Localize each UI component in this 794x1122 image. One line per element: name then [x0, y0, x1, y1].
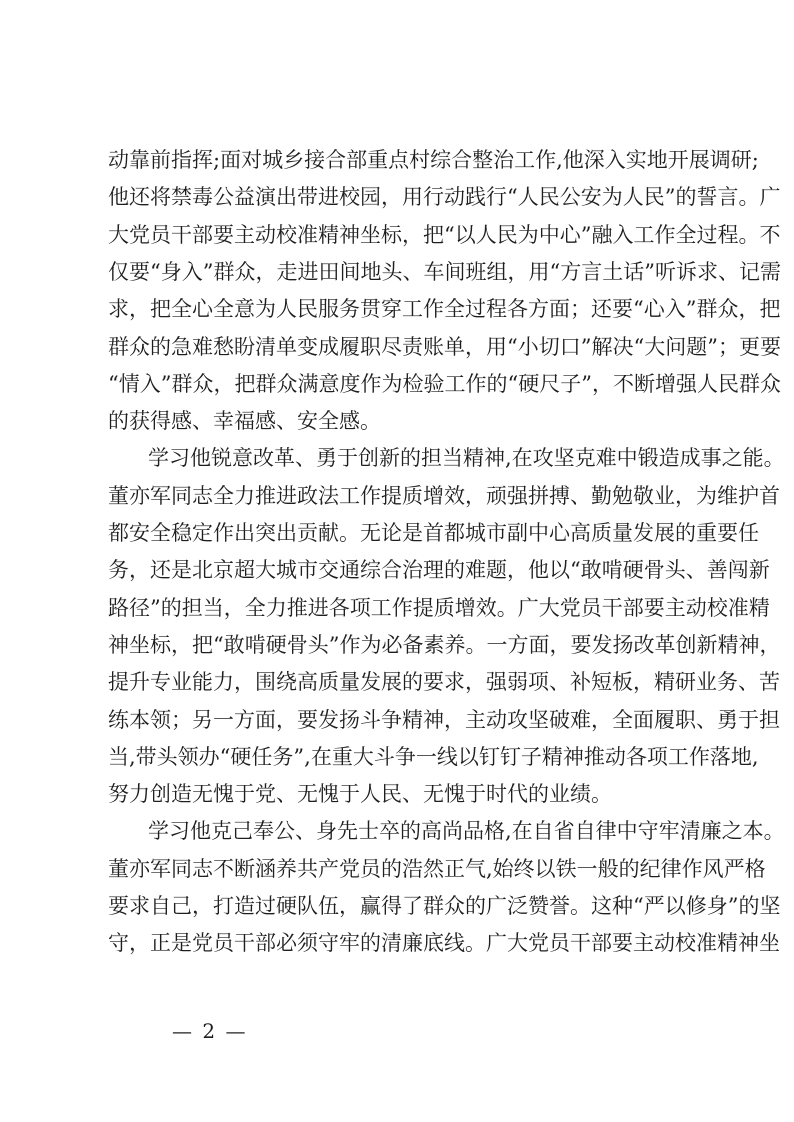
- text-line: 神坐标，把“敢啃硬骨头”作为必备素养。一方面，要发扬改革创新精神，: [108, 632, 781, 657]
- text-line: 董亦军同志不断涵养共产党员的浩然正气,始终以铁一般的纪律作风严格: [108, 856, 766, 881]
- text-line: 大党员干部要主动校准精神坐标，把“以人民为中心”融入工作全过程。不: [108, 222, 781, 247]
- paragraph-first-line: 学习他锐意改革、勇于创新的担当精神,在攻坚克难中锻造成事之能。: [148, 446, 785, 471]
- text-line: 动靠前指挥;面对城乡接合部重点村综合整治工作,他深入实地开展调研;: [108, 148, 759, 172]
- page-number: — 2 —: [172, 1019, 248, 1043]
- text-line: 要求自己，打造过硬队伍，赢得了群众的广泛赞誉。这种“严以修身”的坚: [108, 894, 781, 918]
- text-line: 守，正是党员干部必须守牢的清廉底线。广大党员干部要主动校准精神坐: [108, 931, 780, 956]
- text-line: 路径”的担当，全力推进各项工作提质增效。广大党员干部要主动校准精: [108, 595, 770, 620]
- text-line: “情入”群众，把群众满意度作为检验工作的“硬尺子”，不断增强人民群众: [108, 371, 781, 396]
- text-line: 提升专业能力，围绕高质量发展的要求，强弱项、补短板，精研业务、苦: [108, 670, 780, 695]
- text-line: 求，把全心全意为人民服务贯穿工作全过程各方面；还要“心入”群众，把: [108, 297, 781, 322]
- text-line: 都安全稳定作出突出贡献。无论是首都城市副中心高质量发展的重要任: [108, 521, 759, 545]
- text-line: 练本领；另一方面，要发扬斗争精神，主动攻坚破难，全面履职、勇于担: [108, 707, 780, 732]
- text-line: 当,带头领办“硬任务”,在重大斗争一线以钉钉子精神推动各项工作落地,: [108, 744, 759, 769]
- text-line: 的获得感、幸福感、安全感。: [108, 409, 381, 434]
- text-line: 努力创造无愧于党、无愧于人民、无愧于时代的业绩。: [108, 782, 612, 807]
- paragraph-first-line: 学习他克己奉公、身先士卒的高尚品格,在自省自律中守牢清廉之本。: [148, 819, 785, 844]
- text-line: 群众的急难愁盼清单变成履职尽责账单，用“小切口”解决“大问题”；更要: [108, 334, 781, 359]
- text-line: 董亦军同志全力推进政法工作提质增效，顽强拼搏、勤勉敬业，为维护首: [108, 483, 780, 508]
- text-line: 务，还是北京超大城市交通综合治理的难题，他以“敢啃硬骨头、善闯新: [108, 558, 770, 583]
- text-line: 仅要“身入”群众，走进田间地头、车间班组，用“方言土话”听诉求、记需: [108, 259, 781, 284]
- text-line: 他还将禁毒公益演出带进校园，用行动践行“人民公安为人民”的誓言。广: [108, 185, 781, 210]
